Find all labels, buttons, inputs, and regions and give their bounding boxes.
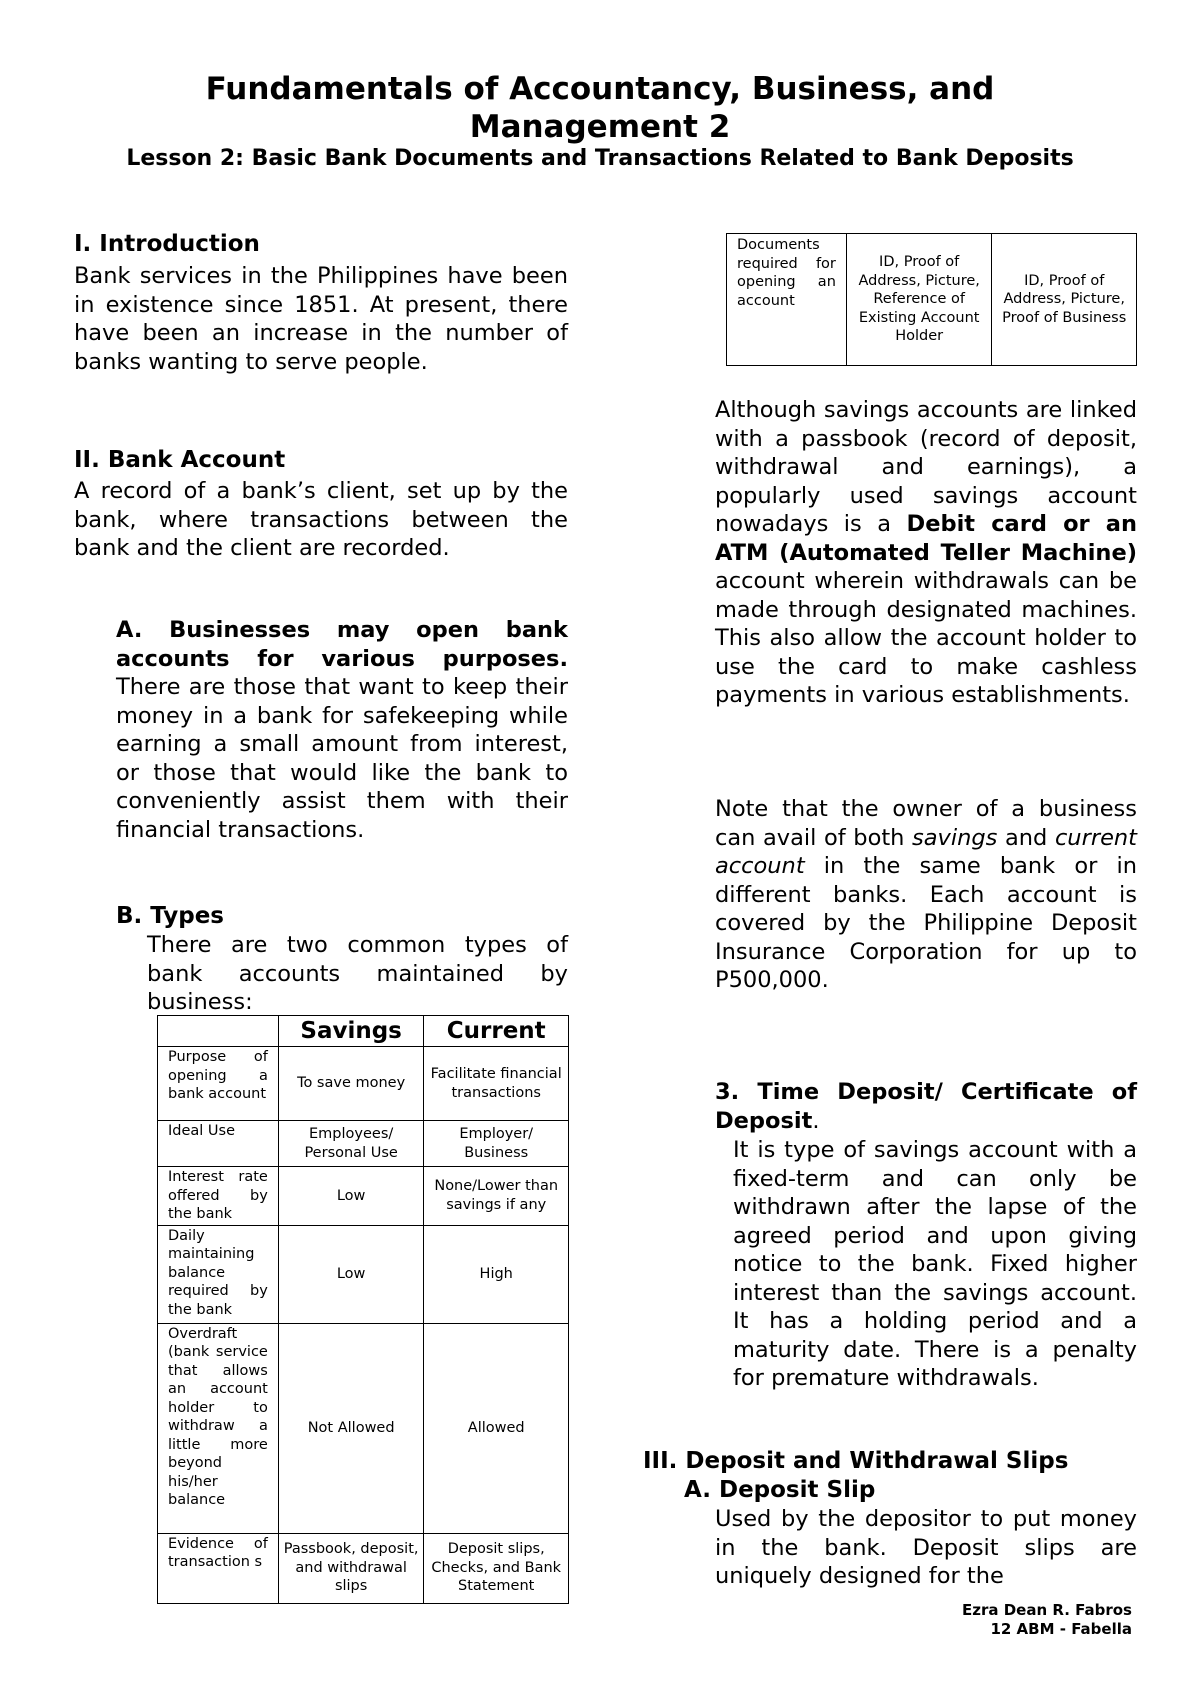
section-a-body: There are those that want to keep their money in a bank for safekeeping while earning a small amount from interest, or those that would like the bank to conveniently assist them with their financial transactions. <box>116 674 568 843</box>
account-types-table-body <box>158 1016 569 1604</box>
table-cell-current: None/Lower than savings if any <box>424 1167 569 1226</box>
table-cell-label: Purpose of opening a bank account <box>158 1047 279 1121</box>
table-row <box>158 1167 569 1226</box>
table-cell-savings: To save money <box>278 1047 424 1121</box>
time-deposit-heading-block <box>715 1078 1137 1135</box>
intro-body: Bank services in the Philippines have been in existence since 1851. At present, there have been an increase in the number of banks wanting to serve people. <box>74 263 568 375</box>
table-row <box>158 1121 569 1167</box>
table-row <box>727 234 1137 366</box>
time-deposit-heading: 3. Time Deposit/ Certificate of Deposit <box>715 1079 1137 1134</box>
table-row <box>158 1323 569 1533</box>
table-cell-label: Evidence of transaction s <box>158 1533 279 1603</box>
title-line-2: Management 2 <box>469 109 731 145</box>
bank-account-heading: II. Bank Account <box>74 447 286 473</box>
table-cell-savings: Not Allowed <box>278 1323 424 1533</box>
deposit-slip-body: Used by the depositor to put money in the bank. Deposit slips are uniquely designed for the <box>715 1506 1137 1589</box>
atm-text-1: Although savings accounts are linked with a passbook (record of deposit, withdrawal and earnings), a popularly used savings account nowadays is a <box>715 397 1137 537</box>
note-text-2: and <box>997 824 1055 851</box>
documents-current: ID, Proof of Address, Picture, Proof of Business <box>992 234 1137 366</box>
documents-label: Documents required for opening an account <box>727 234 847 366</box>
account-types-table <box>157 1015 569 1604</box>
table-cell-savings: Passbook, deposit, and withdrawal slips <box>278 1533 424 1603</box>
table-cell-current: Employer/ Business <box>424 1121 569 1167</box>
lesson-title: Lesson 2: Basic Bank Documents and Transactions Related to Bank Deposits <box>126 146 1074 171</box>
atm-text-bold: Debit card or an ATM (Automated Teller Machine) <box>715 511 1137 566</box>
table-header-current: Current <box>424 1016 569 1047</box>
section-b-heading: B. Types <box>116 903 224 929</box>
table-cell-savings: Employees/ Personal Use <box>278 1121 424 1167</box>
table-header-savings: Savings <box>278 1016 424 1047</box>
intro-heading: I. Introduction <box>74 231 260 257</box>
title-line-1: Fundamentals of Accountancy, Business, and <box>205 71 995 107</box>
note-current: current account <box>715 824 1137 879</box>
table-cell-label: Interest rate offered by the bank <box>158 1167 279 1226</box>
documents-table <box>726 233 1137 366</box>
atm-paragraph <box>715 396 1137 710</box>
table-header-row <box>158 1016 569 1047</box>
table-row <box>158 1225 569 1323</box>
section-a-heading: A. Businesses may open bank accounts for various purposes. <box>116 617 568 672</box>
atm-text-2: account wherein withdrawals can be made through designated machines. This also allow the account holder to use the card to make cashless payments in various establishments. <box>715 568 1137 708</box>
table-cell-current: Allowed <box>424 1323 569 1533</box>
time-deposit-body: It is type of savings account with a fixed-term and can only be withdrawn after the lapse of the agreed period and upon giving notice to the bank. Fixed higher interest than the savings account. It has a holding period and a maturity date. There is a penalty for premature withdrawals. <box>733 1137 1137 1391</box>
section-a <box>116 616 568 844</box>
table-row <box>158 1047 569 1121</box>
table-header-blank <box>158 1016 279 1047</box>
table-cell-current: Facilitate financial transactions <box>424 1047 569 1121</box>
table-cell-label: Overdraft (bank service that allows an account holder to withdraw a little more beyond his/her balance <box>158 1323 279 1533</box>
table-cell-current: Deposit slips, Checks, and Bank Statement <box>424 1533 569 1603</box>
table-cell-current: High <box>424 1225 569 1323</box>
table-row <box>158 1533 569 1603</box>
author-section: 12 ABM - Fabella <box>990 1620 1132 1638</box>
note-text-1: Note that the owner of a business can avail of both <box>715 796 1137 851</box>
table-cell-label: Ideal Use <box>158 1121 279 1167</box>
author-signature <box>962 1601 1132 1639</box>
table-cell-savings: Low <box>278 1167 424 1226</box>
author-name: Ezra Dean R. Fabros <box>962 1601 1132 1619</box>
slips-heading: III. Deposit and Withdrawal Slips <box>643 1448 1069 1474</box>
section-b-body: There are two common types of bank accounts maintained by business: <box>147 932 568 1015</box>
bank-account-body: A record of a bank’s client, set up by the bank, where transactions between the bank and the client are recorded. <box>74 478 568 561</box>
table-cell-label: Daily maintaining balance required by the bank <box>158 1225 279 1323</box>
note-paragraph <box>715 795 1137 995</box>
note-savings: savings <box>912 824 998 851</box>
table-cell-savings: Low <box>278 1225 424 1323</box>
time-deposit-heading-suffix: . <box>812 1107 820 1134</box>
document-title <box>0 70 1200 146</box>
deposit-slip-heading: A. Deposit Slip <box>684 1477 876 1503</box>
documents-savings: ID, Proof of Address, Picture, Reference of Existing Account Holder <box>846 234 992 366</box>
note-text-3: in the same bank or in different banks. Each account is covered by the Philippine Deposit Insurance Corporation for up to P500,000. <box>715 853 1137 993</box>
